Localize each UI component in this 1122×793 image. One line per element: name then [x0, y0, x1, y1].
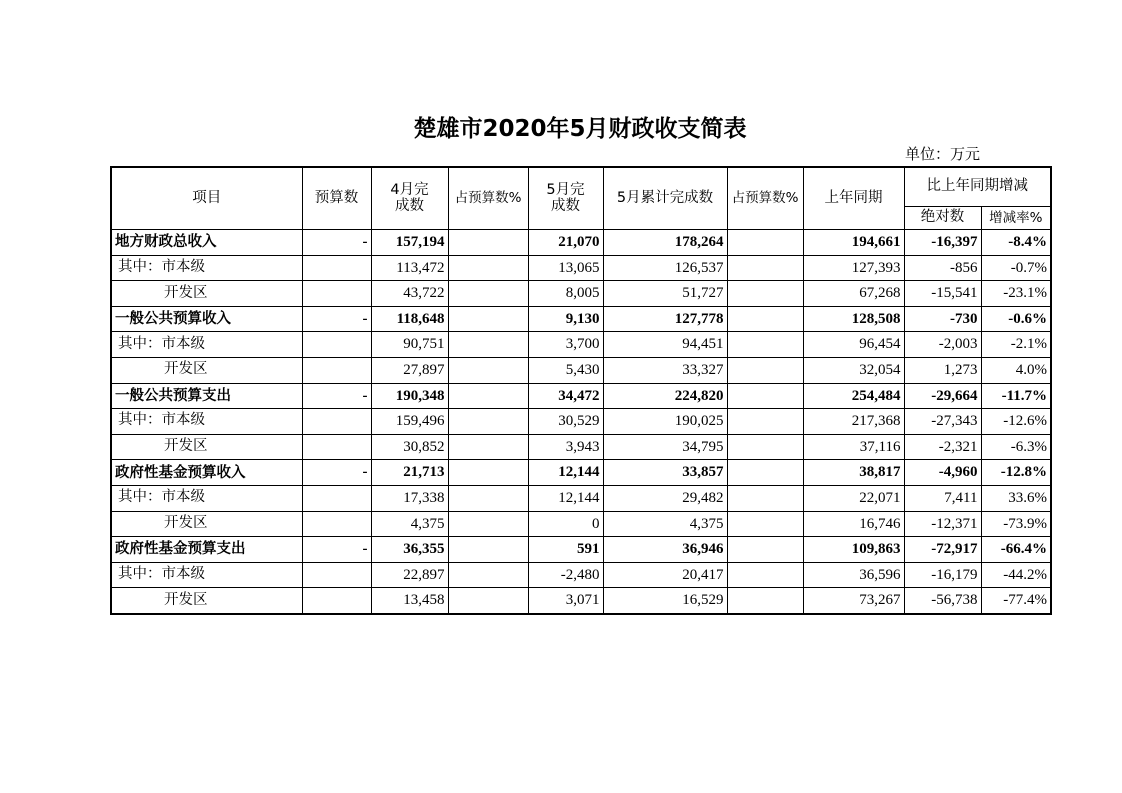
cell-last: 217,368 — [803, 409, 904, 435]
cell-may-pct — [727, 460, 803, 486]
cell-apr-pct — [448, 281, 528, 307]
cell-budget: - — [302, 230, 371, 256]
cell-apr: 90,751 — [371, 332, 448, 358]
cell-abs: -15,541 — [904, 281, 981, 307]
cell-may: 591 — [528, 537, 603, 563]
cell-apr: 27,897 — [371, 357, 448, 383]
header-compare: 比上年同期增减 — [904, 167, 1051, 207]
cell-apr: 118,648 — [371, 306, 448, 332]
table-row — [111, 357, 1051, 383]
finance-table — [110, 166, 1052, 615]
cell-may: 0 — [528, 511, 603, 537]
cell-label: 政府性基金预算收入 — [111, 460, 302, 486]
table-row — [111, 485, 1051, 511]
cell-may: 13,065 — [528, 255, 603, 281]
cell-rate: 4.0% — [981, 357, 1051, 383]
cell-cum: 127,778 — [603, 306, 727, 332]
cell-budget: - — [302, 460, 371, 486]
cell-may-pct — [727, 332, 803, 358]
cell-apr-pct — [448, 434, 528, 460]
cell-apr-pct — [448, 562, 528, 588]
cell-label: 其中：市本级 — [111, 332, 302, 358]
cell-last: 32,054 — [803, 357, 904, 383]
cell-apr: 113,472 — [371, 255, 448, 281]
cell-rate: -2.1% — [981, 332, 1051, 358]
cell-last: 127,393 — [803, 255, 904, 281]
cell-budget: - — [302, 537, 371, 563]
cell-abs: -16,397 — [904, 230, 981, 256]
cell-abs: 1,273 — [904, 357, 981, 383]
table-row — [111, 511, 1051, 537]
table-row — [111, 409, 1051, 435]
cell-budget — [302, 255, 371, 281]
cell-may-pct — [727, 383, 803, 409]
cell-last: 22,071 — [803, 485, 904, 511]
cell-may-pct — [727, 588, 803, 614]
cell-rate: -66.4% — [981, 537, 1051, 563]
cell-apr-pct — [448, 255, 528, 281]
cell-budget — [302, 357, 371, 383]
cell-budget — [302, 332, 371, 358]
table-row — [111, 537, 1051, 563]
cell-last: 16,746 — [803, 511, 904, 537]
cell-abs: -730 — [904, 306, 981, 332]
cell-label: 开发区 — [111, 588, 302, 614]
cell-last: 254,484 — [803, 383, 904, 409]
cell-may-pct — [727, 434, 803, 460]
cell-cum: 36,946 — [603, 537, 727, 563]
cell-apr-pct — [448, 537, 528, 563]
cell-budget — [302, 409, 371, 435]
header-may-percent: 占预算数% — [727, 167, 803, 230]
cell-may-pct — [727, 255, 803, 281]
cell-may-pct — [727, 409, 803, 435]
cell-cum: 16,529 — [603, 588, 727, 614]
cell-apr: 190,348 — [371, 383, 448, 409]
cell-last: 38,817 — [803, 460, 904, 486]
cell-label: 其中：市本级 — [111, 485, 302, 511]
cell-rate: -6.3% — [981, 434, 1051, 460]
cell-rate: -12.6% — [981, 409, 1051, 435]
cell-rate: -23.1% — [981, 281, 1051, 307]
header-item: 项目 — [111, 167, 302, 230]
cell-label: 地方财政总收入 — [111, 230, 302, 256]
cell-budget — [302, 281, 371, 307]
cell-cum: 4,375 — [603, 511, 727, 537]
cell-rate: -73.9% — [981, 511, 1051, 537]
cell-cum: 190,025 — [603, 409, 727, 435]
cell-abs: -27,343 — [904, 409, 981, 435]
cell-cum: 178,264 — [603, 230, 727, 256]
cell-abs: -56,738 — [904, 588, 981, 614]
cell-cum: 33,327 — [603, 357, 727, 383]
cell-apr-pct — [448, 485, 528, 511]
cell-budget — [302, 588, 371, 614]
cell-label: 一般公共预算收入 — [111, 306, 302, 332]
table-row — [111, 460, 1051, 486]
header-april-percent: 占预算数% — [448, 167, 528, 230]
cell-rate: -44.2% — [981, 562, 1051, 588]
cell-may: 12,144 — [528, 460, 603, 486]
cell-last: 67,268 — [803, 281, 904, 307]
table-row — [111, 383, 1051, 409]
cell-apr-pct — [448, 409, 528, 435]
cell-apr: 36,355 — [371, 537, 448, 563]
cell-last: 128,508 — [803, 306, 904, 332]
cell-label: 开发区 — [111, 357, 302, 383]
cell-apr: 43,722 — [371, 281, 448, 307]
cell-budget — [302, 511, 371, 537]
cell-abs: -12,371 — [904, 511, 981, 537]
table-row — [111, 562, 1051, 588]
cell-rate: -0.6% — [981, 306, 1051, 332]
cell-apr: 21,713 — [371, 460, 448, 486]
cell-cum: 29,482 — [603, 485, 727, 511]
cell-rate: -77.4% — [981, 588, 1051, 614]
cell-label: 政府性基金预算支出 — [111, 537, 302, 563]
cell-apr-pct — [448, 332, 528, 358]
cell-may: -2,480 — [528, 562, 603, 588]
cell-label: 开发区 — [111, 281, 302, 307]
cell-apr-pct — [448, 588, 528, 614]
cell-abs: -72,917 — [904, 537, 981, 563]
cell-cum: 51,727 — [603, 281, 727, 307]
header-last-year: 上年同期 — [803, 167, 904, 230]
table-row — [111, 434, 1051, 460]
cell-abs: -16,179 — [904, 562, 981, 588]
cell-may: 3,943 — [528, 434, 603, 460]
cell-budget: - — [302, 306, 371, 332]
cell-rate: -8.4% — [981, 230, 1051, 256]
cell-apr-pct — [448, 230, 528, 256]
cell-label: 其中：市本级 — [111, 255, 302, 281]
cell-abs: -856 — [904, 255, 981, 281]
cell-abs: -2,003 — [904, 332, 981, 358]
cell-may-pct — [727, 562, 803, 588]
cell-rate: -12.8% — [981, 460, 1051, 486]
cell-apr: 157,194 — [371, 230, 448, 256]
cell-may-pct — [727, 306, 803, 332]
table-row — [111, 306, 1051, 332]
cell-apr: 13,458 — [371, 588, 448, 614]
table-row — [111, 281, 1051, 307]
cell-cum: 94,451 — [603, 332, 727, 358]
cell-apr: 22,897 — [371, 562, 448, 588]
cell-apr-pct — [448, 306, 528, 332]
cell-may-pct — [727, 230, 803, 256]
cell-last: 96,454 — [803, 332, 904, 358]
table-row — [111, 588, 1051, 614]
header-absolute: 绝对数 — [904, 207, 981, 230]
cell-apr: 17,338 — [371, 485, 448, 511]
cell-may: 30,529 — [528, 409, 603, 435]
cell-may-pct — [727, 357, 803, 383]
cell-apr-pct — [448, 383, 528, 409]
cell-cum: 20,417 — [603, 562, 727, 588]
cell-apr-pct — [448, 357, 528, 383]
cell-label: 一般公共预算支出 — [111, 383, 302, 409]
header-may-complete: 5月完成数 — [528, 167, 603, 230]
header-april-complete: 4月完成数 — [371, 167, 448, 230]
cell-cum: 224,820 — [603, 383, 727, 409]
cell-label: 开发区 — [111, 511, 302, 537]
cell-budget — [302, 485, 371, 511]
cell-budget — [302, 562, 371, 588]
cell-apr: 4,375 — [371, 511, 448, 537]
cell-cum: 34,795 — [603, 434, 727, 460]
table-row — [111, 255, 1051, 281]
cell-last: 37,116 — [803, 434, 904, 460]
header-rate: 增减率% — [981, 207, 1051, 230]
cell-last: 36,596 — [803, 562, 904, 588]
table-row — [111, 332, 1051, 358]
cell-last: 109,863 — [803, 537, 904, 563]
cell-abs: -4,960 — [904, 460, 981, 486]
cell-rate: -0.7% — [981, 255, 1051, 281]
cell-abs: -29,664 — [904, 383, 981, 409]
cell-label: 其中：市本级 — [111, 409, 302, 435]
cell-last: 73,267 — [803, 588, 904, 614]
cell-may-pct — [727, 485, 803, 511]
cell-apr-pct — [448, 511, 528, 537]
table-row — [111, 230, 1051, 256]
cell-may: 21,070 — [528, 230, 603, 256]
cell-rate: -11.7% — [981, 383, 1051, 409]
cell-may: 3,700 — [528, 332, 603, 358]
cell-cum: 33,857 — [603, 460, 727, 486]
cell-apr-pct — [448, 460, 528, 486]
cell-abs: -2,321 — [904, 434, 981, 460]
cell-label: 开发区 — [111, 434, 302, 460]
cell-label: 其中：市本级 — [111, 562, 302, 588]
cell-apr: 30,852 — [371, 434, 448, 460]
cell-may: 5,430 — [528, 357, 603, 383]
cell-may: 34,472 — [528, 383, 603, 409]
header-may-cumulative: 5月累计完成数 — [603, 167, 727, 230]
cell-last: 194,661 — [803, 230, 904, 256]
cell-budget: - — [302, 383, 371, 409]
cell-budget — [302, 434, 371, 460]
unit-label: 单位：万元 — [905, 145, 981, 163]
cell-abs: 7,411 — [904, 485, 981, 511]
cell-apr: 159,496 — [371, 409, 448, 435]
header-budget: 预算数 — [302, 167, 371, 230]
cell-may-pct — [727, 511, 803, 537]
cell-may: 8,005 — [528, 281, 603, 307]
cell-may: 12,144 — [528, 485, 603, 511]
cell-rate: 33.6% — [981, 485, 1051, 511]
cell-cum: 126,537 — [603, 255, 727, 281]
cell-may-pct — [727, 281, 803, 307]
cell-may-pct — [727, 537, 803, 563]
cell-may: 9,130 — [528, 306, 603, 332]
cell-may: 3,071 — [528, 588, 603, 614]
page-title: 楚雄市2020年5月财政收支简表 — [413, 116, 747, 142]
